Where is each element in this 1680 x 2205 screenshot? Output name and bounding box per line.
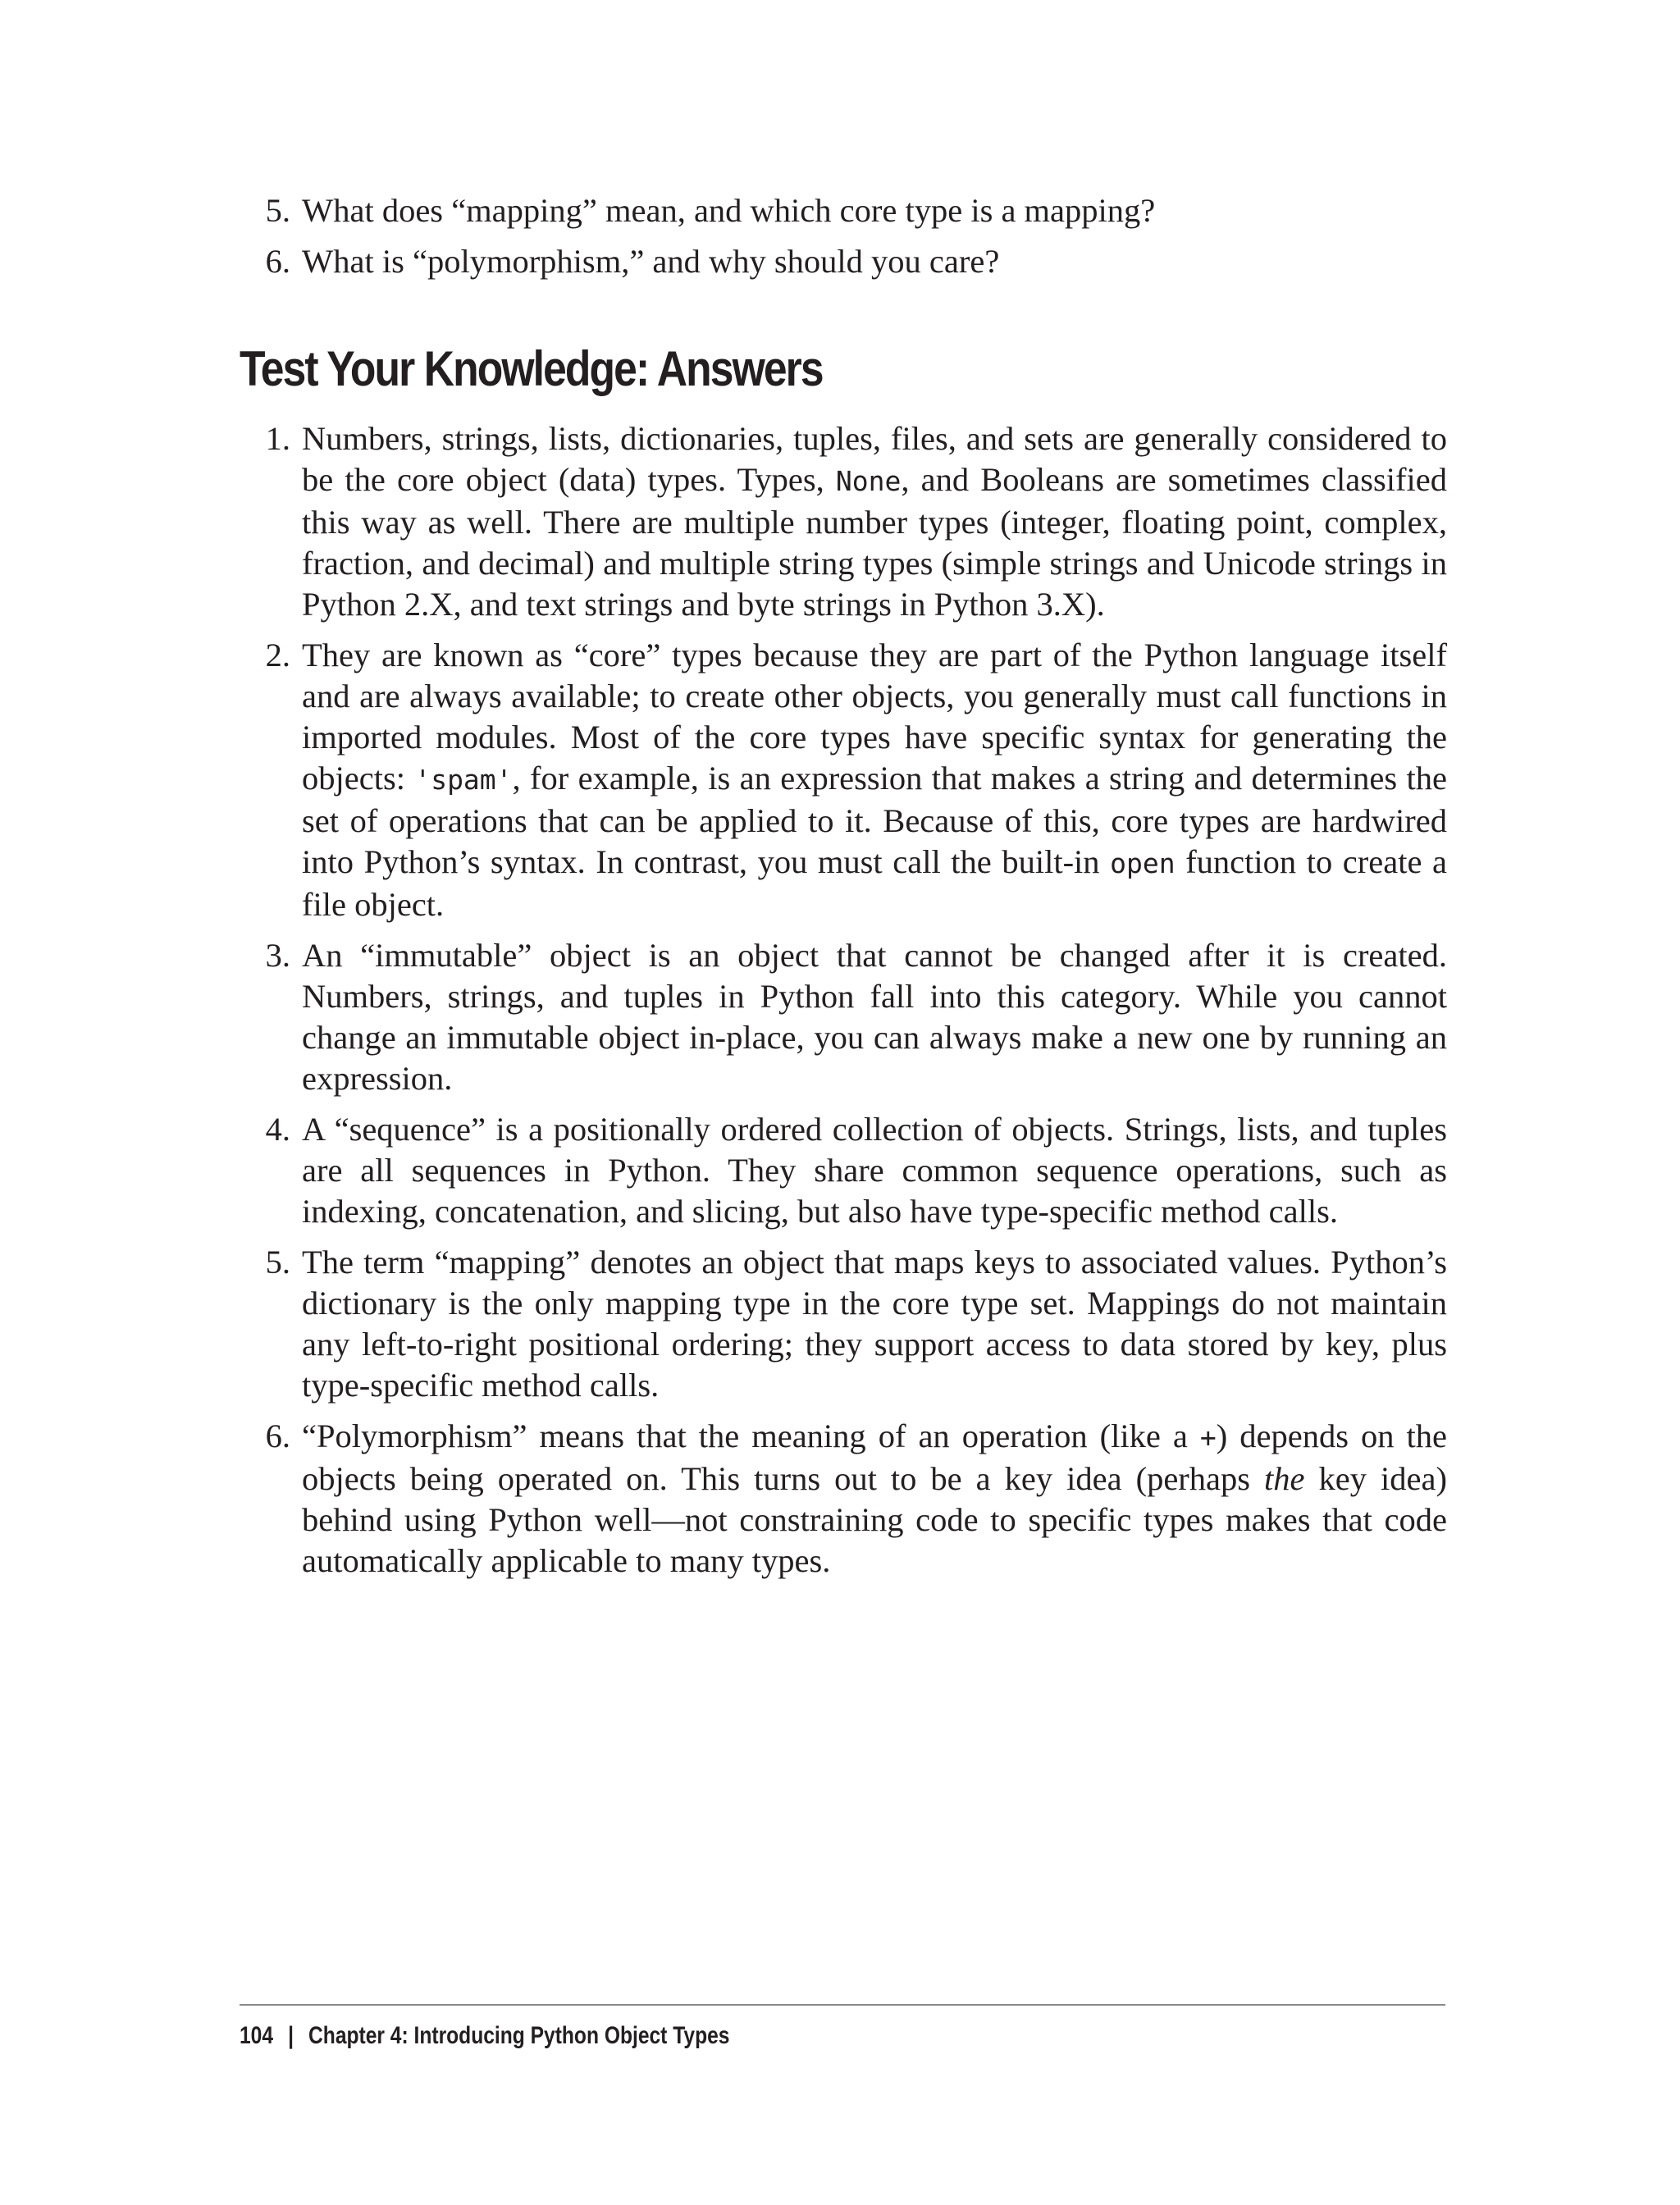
inline-code: open — [1110, 847, 1176, 879]
answer-text: A “sequence” is a positionally ordered collection of objects. Strings, lists, and tuples are all sequences in Python. They share common sequence operations, such as indexing, concatenation, and slicing, but also have type-specific method calls. — [302, 1111, 1447, 1230]
question-item — [258, 241, 1447, 282]
page-footer — [240, 2020, 729, 2052]
answer-number: 2. — [265, 637, 290, 673]
footer-divider — [240, 2004, 1445, 2006]
question-number: 6. — [265, 243, 290, 280]
answer-number: 1. — [265, 420, 290, 457]
footer-separator: | — [288, 2022, 294, 2049]
answer-item — [258, 635, 1447, 925]
answer-text: Numbers, strings, lists, dictionaries, tuples, files, and sets are generally considered to be the core object (data) types. Types, None, and Booleans are sometimes classified this way as well. There are multiple number types (integer, floating point, complex, fraction, and decimal) and multiple string types (simple strings and Unicode strings in Python 2.X, and text strings and byte strings in Python 3.X). — [302, 420, 1447, 623]
chapter-title: Chapter 4: Introducing Python Object Types — [308, 2022, 730, 2049]
inline-code: None — [835, 465, 902, 497]
emphasis: the — [1264, 1460, 1305, 1497]
answer-item — [258, 1109, 1447, 1232]
inline-code: + — [1199, 1422, 1217, 1454]
inline-code: 'spam' — [414, 764, 513, 796]
answer-number: 5. — [265, 1244, 290, 1281]
question-list — [258, 190, 1447, 292]
question-text: What is “polymorphism,” and why should you care? — [302, 243, 1000, 280]
page-number: 104 — [240, 2022, 274, 2049]
answer-text: An “immutable” object is an object that cannot be changed after it is created. Numbers, strings, and tuples in Python fall into this category. While you cannot change an immutable object in-place, you can always make a new one by running an expression. — [302, 937, 1447, 1097]
question-text: What does “mapping” mean, and which core type is a mapping? — [302, 192, 1156, 229]
answer-item — [258, 418, 1447, 625]
answer-text: “Polymorphism” means that the meaning of an operation (like a +) depends on the objects being operated on. This turns out to be a key idea (perhaps the key idea) behind using Python well—not constraining code to specific types makes that code automatically applicable to many types. — [302, 1418, 1447, 1579]
section-heading: Test Your Knowledge: Answers — [240, 341, 823, 396]
answer-number: 6. — [265, 1418, 290, 1454]
answer-number: 4. — [265, 1111, 290, 1148]
answer-number: 3. — [265, 937, 290, 974]
question-number: 5. — [265, 192, 290, 229]
answer-item — [258, 1242, 1447, 1406]
answer-item — [258, 935, 1447, 1099]
answer-list — [258, 418, 1447, 1591]
question-item — [258, 190, 1447, 231]
answer-text: They are known as “core” types because they are part of the Python language itself and are always available; to create other objects, you generally must call functions in imported modules. Most of the core types have specific syntax for generating the objects: 'spam', for example, is an expression that makes a string and determines the set of operations that can be applied to it. Because of this, core types are hardwired into Python’s syntax. In contrast, you must call the built-in open function to create a file object. — [302, 637, 1447, 923]
answer-item — [258, 1416, 1447, 1582]
answer-text: The term “mapping” denotes an object that maps keys to associated values. Python’s dictionary is the only mapping type in the core type set. Mappings do not maintain any left-to-right positional ordering; they support access to data stored by key, plus type-specific method calls. — [302, 1244, 1447, 1404]
